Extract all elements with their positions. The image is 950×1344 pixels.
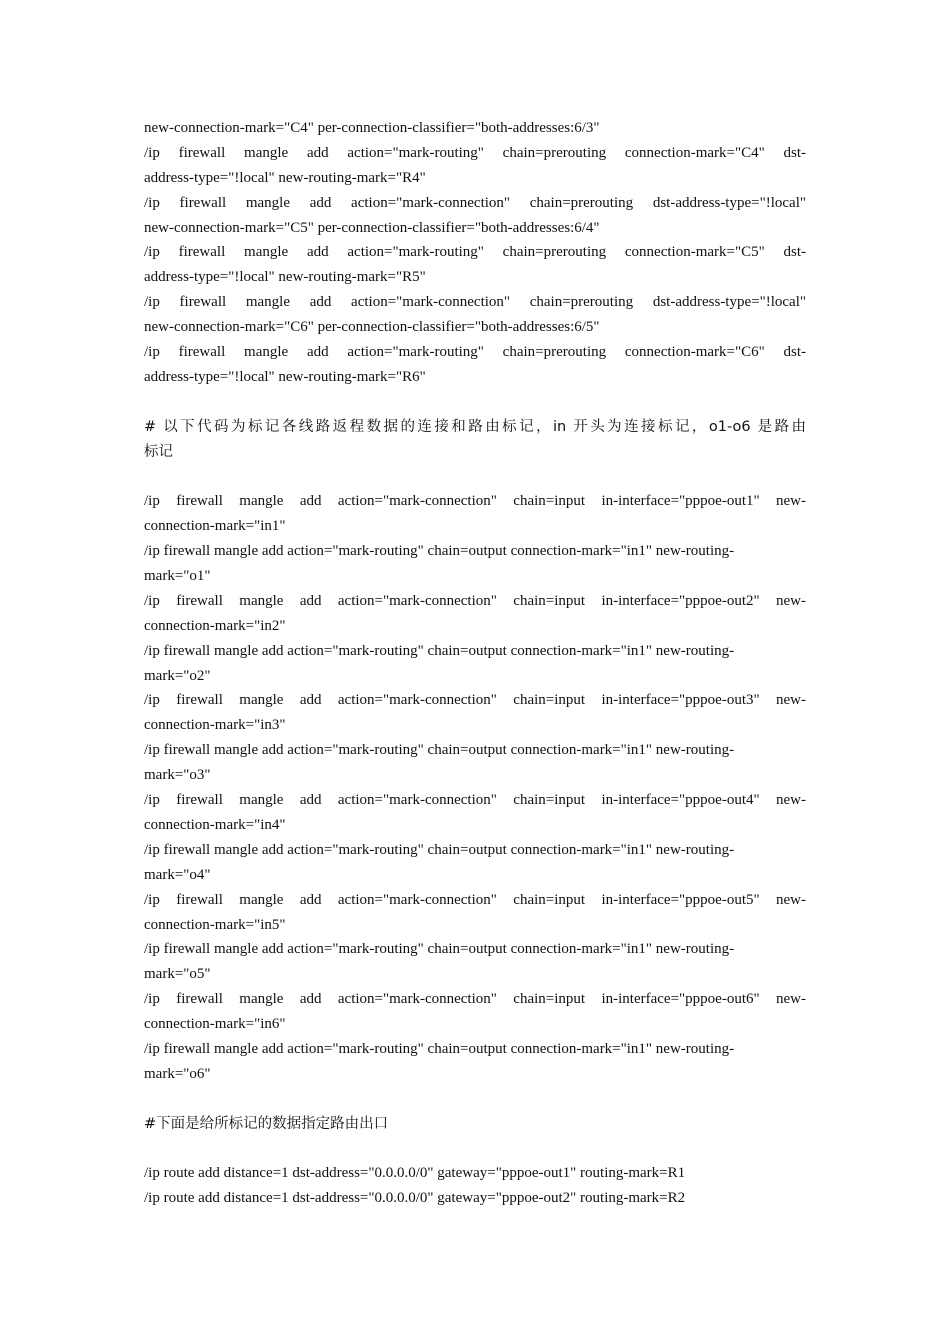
code-line: /ip firewall mangle add action="mark-routing" chain=prerouting connection-mark="C4" dst- <box>144 144 806 161</box>
code-line: new-connection-mark="C6" per-connection-classifier="both-addresses:6/5" <box>144 319 600 336</box>
code-line: /ip firewall mangle add action="mark-routing" chain=prerouting connection-mark="C6" dst- <box>144 344 806 361</box>
code-line: /ip firewall mangle add action="mark-routing" chain=output connection-mark="in1" new-routing- <box>144 1040 735 1057</box>
comment-line: # 以下代码为标记各线路返程数据的连接和路由标记，in 开头为连接标记，o1-o6 是路由 <box>144 418 806 435</box>
code-line: connection-mark="in5" <box>144 916 286 933</box>
code-line: /ip firewall mangle add action="mark-connection" chain=input in-interface="pppoe-out6" new- <box>144 991 806 1008</box>
comment-line: 标记 <box>144 443 173 460</box>
code-line: /ip firewall mangle add action="mark-connection" chain=input in-interface="pppoe-out4" new- <box>144 792 806 809</box>
code-line: mark="o2" <box>144 667 211 684</box>
code-line: connection-mark="in4" <box>144 816 286 833</box>
code-line: /ip firewall mangle add action="mark-routing" chain=output connection-mark="in1" new-routing- <box>144 543 735 560</box>
code-line: /ip firewall mangle add action="mark-connection" chain=input in-interface="pppoe-out5" new- <box>144 891 806 908</box>
code-line: mark="o1" <box>144 568 211 585</box>
code-line: /ip firewall mangle add action="mark-connection" chain=prerouting dst-address-type="!local" <box>144 194 806 211</box>
code-line: connection-mark="in1" <box>144 518 286 535</box>
comment-line: #下面是给所标记的数据指定路由出口 <box>144 1115 389 1132</box>
blank-line <box>144 464 806 489</box>
code-line: /ip firewall mangle add action="mark-routing" chain=output connection-mark="in1" new-routing- <box>144 742 735 759</box>
code-line: new-connection-mark="C4" per-connection-classifier="both-addresses:6/3" <box>144 120 600 136</box>
code-line: mark="o5" <box>144 966 211 983</box>
code-line: connection-mark="in6" <box>144 1016 286 1033</box>
code-line: mark="o4" <box>144 866 211 883</box>
code-line: mark="o6" <box>144 1065 211 1082</box>
code-line: /ip route add distance=1 dst-address="0.0.0.0/0" gateway="pppoe-out1" routing-mark=R1 <box>144 1165 686 1182</box>
code-line: /ip firewall mangle add action="mark-routing" chain=output connection-mark="in1" new-routing- <box>144 941 735 958</box>
code-line: /ip firewall mangle add action="mark-connection" chain=prerouting dst-address-type="!local" <box>144 294 806 311</box>
code-line: /ip firewall mangle add action="mark-routing" chain=output connection-mark="in1" new-routing- <box>144 841 735 858</box>
code-line: /ip firewall mangle add action="mark-connection" chain=input in-interface="pppoe-out3" new- <box>144 692 806 709</box>
code-line: /ip firewall mangle add action="mark-connection" chain=input in-interface="pppoe-out1" new- <box>144 493 806 510</box>
code-line: /ip firewall mangle add action="mark-connection" chain=input in-interface="pppoe-out2" new- <box>144 592 806 609</box>
code-line: connection-mark="in3" <box>144 717 286 734</box>
blank-line <box>144 1137 806 1162</box>
code-line: address-type="!local" new-routing-mark="R6" <box>144 368 426 385</box>
code-line: /ip firewall mangle add action="mark-routing" chain=output connection-mark="in1" new-routing- <box>144 642 735 659</box>
code-line: /ip route add distance=1 dst-address="0.0.0.0/0" gateway="pppoe-out2" routing-mark=R2 <box>144 1190 686 1207</box>
code-line: mark="o3" <box>144 767 211 784</box>
blank-line <box>144 1087 806 1112</box>
code-line: /ip firewall mangle add action="mark-routing" chain=prerouting connection-mark="C5" dst- <box>144 244 806 261</box>
code-line: new-connection-mark="C5" per-connection-classifier="both-addresses:6/4" <box>144 219 600 236</box>
code-line: connection-mark="in2" <box>144 617 286 634</box>
code-line: address-type="!local" new-routing-mark="R4" <box>144 169 426 186</box>
blank-line <box>144 390 806 415</box>
code-line: address-type="!local" new-routing-mark="R5" <box>144 269 426 286</box>
document-body <box>144 116 806 1211</box>
